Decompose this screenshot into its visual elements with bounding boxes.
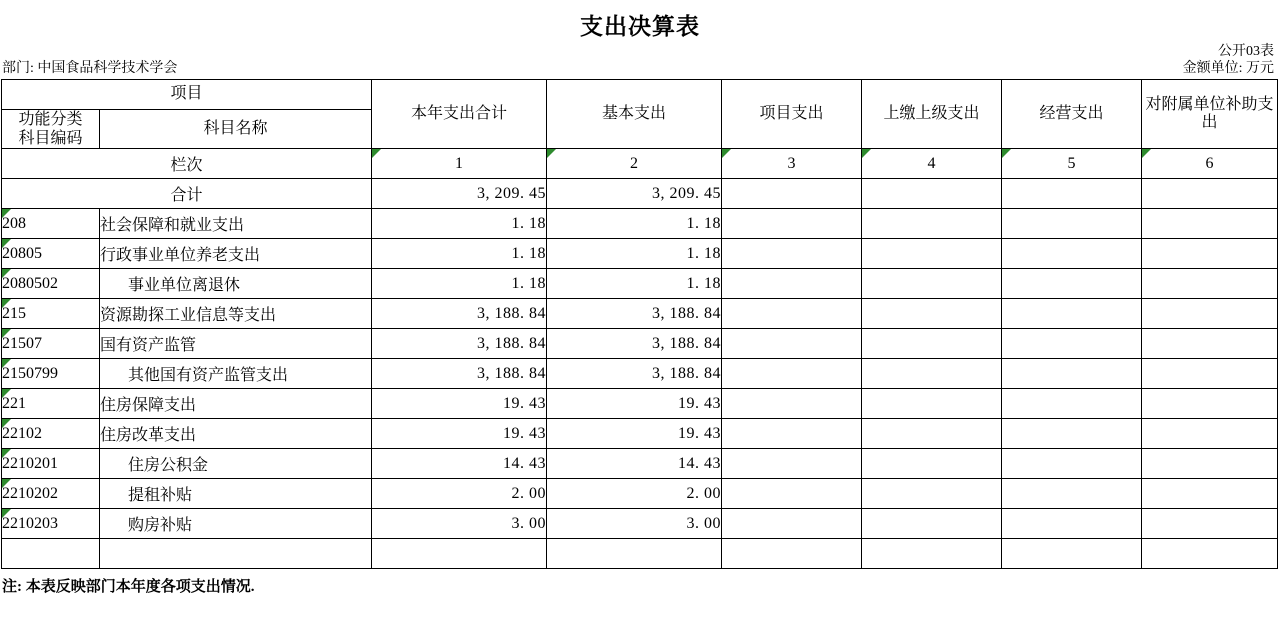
row-value-3 [722,269,862,299]
row-value-4 [862,299,1002,329]
lane-number-1: 1 [372,149,547,179]
row-value-3 [722,239,862,269]
row-value-3 [722,359,862,389]
row-value-6 [1142,359,1278,389]
row-value-3 [722,209,862,239]
total-value-1: 3, 209. 45 [372,179,547,209]
table-row [2,359,1278,389]
row-value-5 [1002,239,1142,269]
row-value-6 [1142,329,1278,359]
row-value-5 [1002,299,1142,329]
form-number: 公开03表 [1218,44,1274,59]
row-value-1: 2. 00 [372,479,547,509]
row-value-1: 14. 43 [372,449,547,479]
row-value-5 [1002,539,1142,569]
row-value-1: 1. 18 [372,209,547,239]
row-value-6 [1142,389,1278,419]
row-code: 21507 [2,329,100,359]
table-row [2,299,1278,329]
table-row [2,389,1278,419]
row-value-6 [1142,419,1278,449]
table-header-row-1 [2,80,1278,110]
row-value-4 [862,479,1002,509]
row-name: 住房改革支出 [100,419,372,449]
row-value-5 [1002,509,1142,539]
row-value-4 [862,509,1002,539]
department-name: 中国食品科学技术学会 [37,61,178,76]
total-value-5 [1002,179,1142,209]
row-value-5 [1002,419,1142,449]
row-value-1: 3, 188. 84 [372,299,547,329]
total-value-6 [1142,179,1278,209]
row-value-3 [722,479,862,509]
row-value-4 [862,539,1002,569]
row-value-2: 19. 43 [547,389,722,419]
row-value-5 [1002,479,1142,509]
row-value-5 [1002,209,1142,239]
column-header-basic-expenditure: 基本支出 [547,80,722,149]
row-value-3 [722,329,862,359]
lane-label: 栏次 [2,149,372,179]
row-name [100,539,372,569]
row-value-5 [1002,359,1142,389]
page-title: 支出决算表 [580,14,700,39]
row-code: 2210201 [2,449,100,479]
row-value-2: 3, 188. 84 [547,329,722,359]
column-header-operating-expenditure: 经营支出 [1002,80,1142,149]
row-code: 2210202 [2,479,100,509]
lane-number-2: 2 [547,149,722,179]
row-code: 221 [2,389,100,419]
row-value-4 [862,359,1002,389]
row-value-2: 2. 00 [547,479,722,509]
row-value-6 [1142,239,1278,269]
row-name: 国有资产监管 [100,329,372,359]
row-value-1: 3, 188. 84 [372,329,547,359]
table-row [2,269,1278,299]
column-header-project-expenditure: 项目支出 [722,80,862,149]
column-header-subsidy-affiliated: 对附属单位补助支出 [1142,80,1278,149]
table-row [2,539,1278,569]
row-code: 208 [2,209,100,239]
row-value-3 [722,509,862,539]
total-value-2: 3, 209. 45 [547,179,722,209]
table-note: 注: 本表反映部门本年度各项支出情况. [2,579,255,596]
row-name: 事业单位离退休 [100,269,372,299]
amount-unit-label: 金额单位: [1182,61,1243,76]
table-row [2,479,1278,509]
row-code: 20805 [2,239,100,269]
column-header-annual-total: 本年支出合计 [372,80,547,149]
table-row [2,449,1278,479]
column-header-function-code-line1: 功能分类 [18,111,83,128]
expenditure-table [1,79,1278,569]
row-code: 215 [2,299,100,329]
table-row [2,209,1278,239]
row-value-1: 1. 18 [372,239,547,269]
row-value-6 [1142,449,1278,479]
row-value-4 [862,419,1002,449]
row-value-3 [722,299,862,329]
row-value-2 [547,539,722,569]
row-name: 社会保障和就业支出 [100,209,372,239]
lane-row [2,149,1278,179]
row-name: 资源勘探工业信息等支出 [100,299,372,329]
row-value-1: 3. 00 [372,509,547,539]
row-value-2: 1. 18 [547,269,722,299]
total-row [2,179,1278,209]
row-value-2: 3, 188. 84 [547,359,722,389]
department-label: 部门: [2,61,34,76]
row-value-6 [1142,509,1278,539]
row-code [2,539,100,569]
row-name: 住房公积金 [100,449,372,479]
row-value-3 [722,419,862,449]
column-header-function-code [2,110,100,149]
row-value-5 [1002,269,1142,299]
column-header-remit-superior: 上缴上级支出 [862,80,1002,149]
lane-number-6: 6 [1142,149,1278,179]
lane-number-5: 5 [1002,149,1142,179]
row-value-4 [862,209,1002,239]
row-code: 2080502 [2,269,100,299]
row-value-1: 19. 43 [372,419,547,449]
total-label: 合计 [2,179,372,209]
row-name: 其他国有资产监管支出 [100,359,372,389]
lane-number-4: 4 [862,149,1002,179]
row-name: 行政事业单位养老支出 [100,239,372,269]
group-header-project: 项目 [2,80,372,110]
row-value-2: 14. 43 [547,449,722,479]
column-header-function-code-line2: 科目编码 [18,130,83,148]
row-value-6 [1142,209,1278,239]
row-value-6 [1142,479,1278,509]
total-value-3 [722,179,862,209]
row-value-1 [372,539,547,569]
row-value-5 [1002,449,1142,479]
row-value-4 [862,389,1002,419]
row-name: 购房补贴 [100,509,372,539]
meta-row [0,57,1280,79]
row-value-4 [862,329,1002,359]
row-value-5 [1002,389,1142,419]
total-value-4 [862,179,1002,209]
row-value-3 [722,389,862,419]
row-value-1: 19. 43 [372,389,547,419]
column-header-subject-name: 科目名称 [100,110,372,149]
row-value-2: 3. 00 [547,509,722,539]
table-row [2,419,1278,449]
row-name: 住房保障支出 [100,389,372,419]
row-value-2: 3, 188. 84 [547,299,722,329]
row-code: 2210203 [2,509,100,539]
row-value-3 [722,449,862,479]
row-name: 提租补贴 [100,479,372,509]
row-value-6 [1142,299,1278,329]
table-row [2,329,1278,359]
row-value-4 [862,449,1002,479]
row-value-2: 1. 18 [547,209,722,239]
row-value-1: 3, 188. 84 [372,359,547,389]
row-value-5 [1002,329,1142,359]
department-info [2,57,177,77]
table-row [2,239,1278,269]
row-value-2: 1. 18 [547,239,722,269]
row-value-4 [862,269,1002,299]
row-value-2: 19. 43 [547,419,722,449]
row-value-3 [722,539,862,569]
row-value-1: 1. 18 [372,269,547,299]
amount-unit-info [1183,57,1274,77]
row-value-6 [1142,539,1278,569]
row-code: 2150799 [2,359,100,389]
lane-number-3: 3 [722,149,862,179]
row-code: 22102 [2,419,100,449]
amount-unit-value: 万元 [1246,61,1274,76]
row-value-6 [1142,269,1278,299]
table-row [2,509,1278,539]
row-value-4 [862,239,1002,269]
